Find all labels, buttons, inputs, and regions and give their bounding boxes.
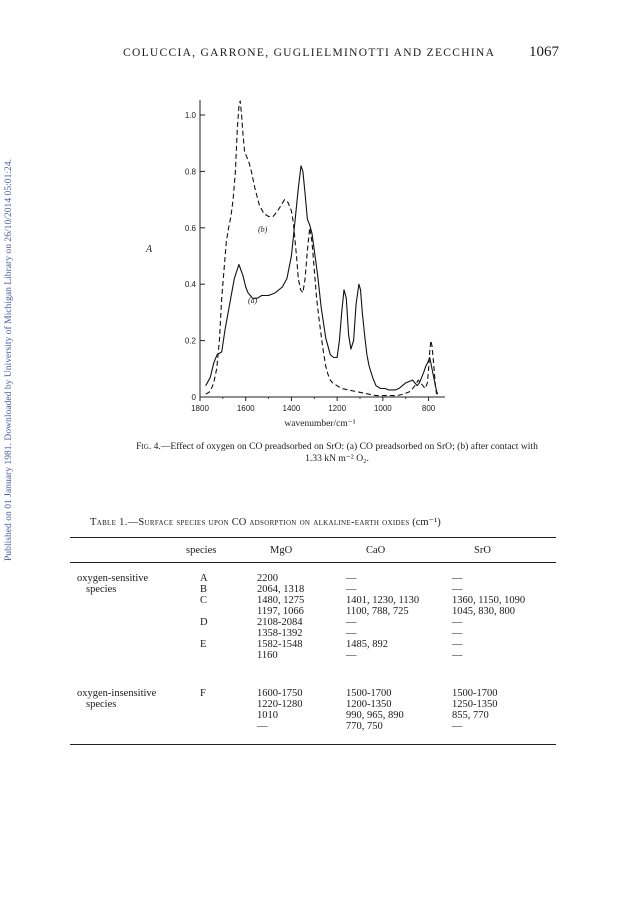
table-title-text-2: adsorption on alkaline-earth oxides [246,517,410,528]
table-bottom-rule [70,744,556,745]
cao-b: — [346,584,357,595]
page-number: 1067 [529,44,559,60]
x-tick-label-0: 1800 [191,404,209,413]
cao-f: 1500-1700 1200-1350 990, 965, 890 770, 750 [346,688,404,732]
mgo-b: 2064, 1318 [257,584,305,595]
species-e: E [200,639,207,650]
cao-c: 1401, 1230, 1130 1100, 788, 725 [346,595,420,617]
running-head-authors: COLUCCIA, GARRONE, GUGLIELMINOTTI AND ZECCHINA [123,47,496,59]
mgo-c: 1480, 1275 1197, 1066 [257,595,305,617]
mgo-a: 2200 [257,573,278,584]
table-header-cao: CaO [366,545,386,556]
figure-label: Fig. 4. [136,441,161,452]
y-axis-label: A [145,244,153,255]
cao-a: — [346,573,357,584]
table-top-rule [70,537,556,538]
y-tick-label-5: 1.0 [184,111,196,120]
cao-e: 1485, 892 — [346,639,388,661]
table-label: Table 1. [90,517,128,528]
table-title-co: CO [231,517,247,528]
ir-spectrum-chart [0,0,624,440]
figure-caption-text-2: 1.33 kN m⁻² O₂. [305,453,369,464]
table-title [90,516,560,528]
y-tick-label-1: 0.2 [184,336,196,346]
download-watermark-text: Published on 01 January 1981. Downloaded by University of Michigan Library on 26/10/2014 05:01:24. [3,158,14,562]
table-title-unit: (cm⁻¹) [412,517,441,528]
table-header-rule [70,562,556,563]
sro-d: — — [452,617,463,639]
x-tick-label-2: 1400 [282,404,301,413]
mgo-d: 2108-2084 1358-1392 [257,617,303,639]
mgo-e: 1582-1548 1160 [257,639,303,661]
x-tick-label-3: 1200 [328,404,347,413]
sro-b: — [452,584,463,595]
series-line-b [206,101,437,396]
figure-caption [117,441,557,465]
table-title-text: —Surface species upon [127,517,232,528]
series-label-a: (a) [248,296,258,305]
sro-f: 1500-1700 1250-1350 855, 770 — [452,688,498,732]
y-tick-label-3: 0.6 [184,223,196,233]
sro-a: — [452,573,463,584]
x-tick-label-4: 1000 [373,404,392,413]
series-line-a [206,166,438,394]
y-tick-label-0: 0 [191,393,196,402]
species-d: D [200,617,208,628]
table-header-sro: SrO [474,545,491,556]
x-tick-label-1: 1600 [236,404,255,413]
x-axis-label: wavenumber/cm⁻¹ [284,419,356,429]
y-tick-label-4: 0.8 [184,167,196,177]
group-label-oxygen-insensitive: oxygen-insensitive species [77,688,157,710]
mgo-f: 1600-1750 1220-1280 1010 — [257,688,303,732]
table-header-mgo: MgO [270,545,293,556]
species-c: C [200,595,208,606]
species-b: B [200,584,208,595]
sro-c: 1360, 1150, 1090 1045, 830, 800 [452,595,526,617]
figure-caption-text: —Effect of oxygen on CO preadsorbed on SrO: (a) CO preadsorbed on SrO; (b) after contact with [160,441,538,452]
cao-d: — — [346,617,357,639]
x-tick-label-5: 800 [421,404,436,413]
species-f: F [200,688,206,699]
table-header-species: species [186,545,217,556]
species-a: A [200,573,208,584]
group-label-oxygen-sensitive: oxygen-sensitive species [77,573,149,595]
series-label-b: (b) [258,225,268,234]
sro-e: — — [452,639,463,661]
y-tick-label-2: 0.4 [184,280,196,290]
